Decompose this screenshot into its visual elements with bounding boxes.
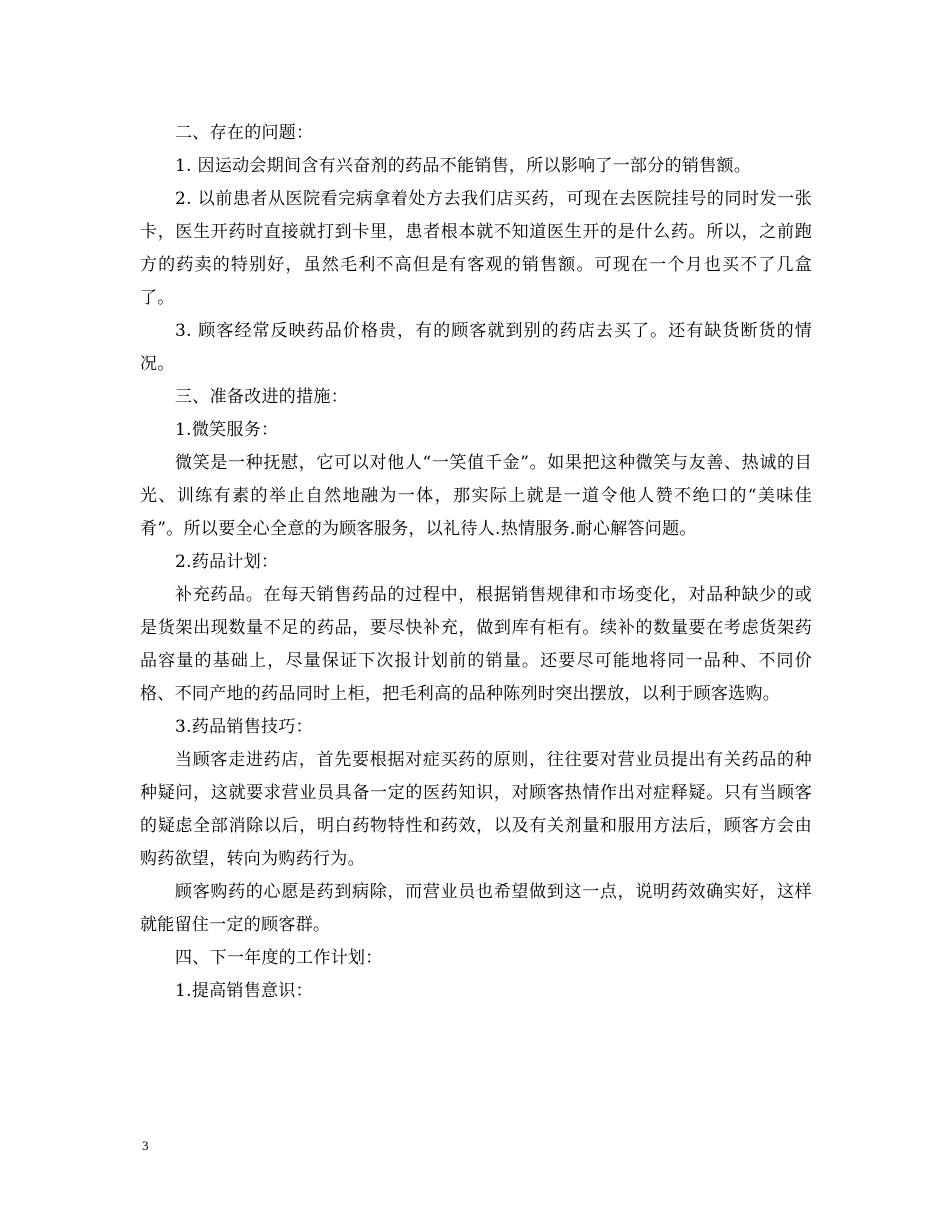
paragraph-sales-skills-1: 当顾客走进药店，首先要根据对症买药的原则，往往要对营业员提出有关药品的种种疑问，这就要求营业员具备一定的医药知识，对顾客热情作出对症释疑。只有当顾客的疑虑全部消除以后，明白药物特性和药效，以及有关剂量和服用方法后，顾客方会由购药欲望，转向为购药行为。: [140, 750, 812, 869]
document-body: [140, 117, 812, 1008]
section-heading-improvements: 三、准备改进的措施：: [175, 387, 348, 407]
section-heading-next-year-plan: 四、下一年度的工作计划：: [175, 948, 383, 968]
problem-item-1: 1. 因运动会期间含有兴奋剂的药品不能销售，所以影响了一部分的销售额。: [175, 156, 752, 176]
paragraph-drug-plan: 补充药品。在每天销售药品的过程中，根据销售规律和市场变化，对品种缺少的或是货架出现数量不足的药品，要尽快补充，做到库有柜有。续补的数量要在考虑货架药品容量的基础上，尽量保证下次报计划前的销量。还要尽可能地将同一品种、不同价格、不同产地的药品同时上柜，把毛利高的品种陈列时突出摆放，以利于顾客选购。: [140, 585, 812, 704]
subheading-drug-plan: 2.药品计划：: [175, 552, 279, 572]
subheading-sales-skills: 3.药品销售技巧：: [175, 717, 313, 737]
page-number: 3: [142, 1138, 149, 1153]
section-heading-problems: 二、存在的问题：: [175, 123, 314, 143]
subheading-sales-awareness: 1.提高销售意识：: [175, 981, 313, 1001]
problem-item-3: 3. 顾客经常反映药品价格贵，有的顾客就到别的药店去买了。还有缺货断货的情况。: [140, 321, 812, 374]
subheading-smile-service: 1.微笑服务：: [175, 420, 279, 440]
paragraph-smile-service: 微笑是一种抚慰，它可以对他人“一笑值千金”。如果把这种微笑与友善、热诚的目光、训练有素的举止自然地融为一体，那实际上就是一道令他人赞不绝口的“美味佳肴”。所以要全心全意的为顾客服务，以礼待人.热情服务.耐心解答问题。: [140, 453, 812, 539]
paragraph-sales-skills-2: 顾客购药的心愿是药到病除，而营业员也希望做到这一点，说明药效确实好，这样就能留住一定的顾客群。: [140, 882, 812, 935]
problem-item-2: 2. 以前患者从医院看完病拿着处方去我们店买药，可现在去医院挂号的同时发一张卡，医生开药时直接就打到卡里，患者根本就不知道医生开的是什么药。所以，之前跑方的药卖的特别好，虽然毛利不高但是有客观的销售额。可现在一个月也买不了几盒了。: [140, 189, 812, 308]
